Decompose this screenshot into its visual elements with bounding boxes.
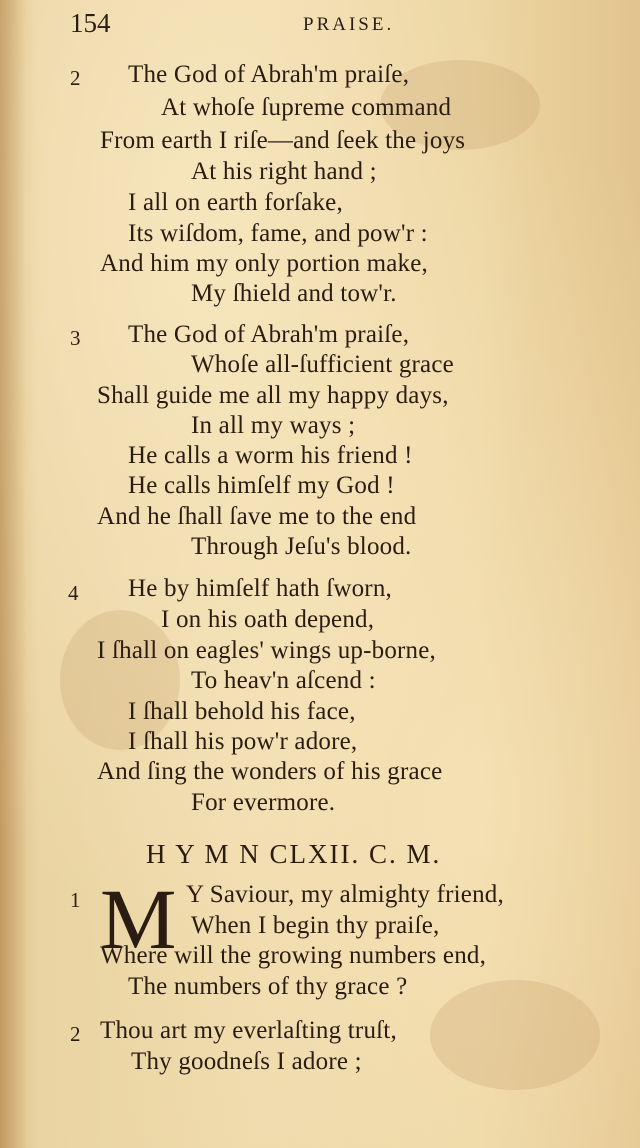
- verse-line: At his right hand ;: [191, 158, 377, 185]
- verse-line: He calls himſelf my God !: [128, 472, 395, 499]
- verse-line: He calls a worm his friend !: [128, 442, 413, 469]
- verse-line: Whoſe all-ſufficient grace: [191, 351, 454, 378]
- stanza-number: 3: [70, 326, 81, 350]
- stanza-number: 4: [68, 581, 79, 605]
- verse-line: The God of Abrah'm praiſe,: [128, 61, 410, 88]
- verse-line: I all on earth forſake,: [128, 189, 343, 216]
- verse-line: I ſhall behold his face,: [128, 698, 356, 725]
- paper-stain: [430, 980, 600, 1090]
- verse-line: He by himſelf hath ſworn,: [128, 575, 392, 602]
- verse-line: When I begin thy praiſe,: [191, 912, 440, 939]
- verse-line: The numbers of thy grace ?: [128, 973, 408, 1000]
- verse-line: For evermore.: [191, 789, 336, 816]
- drop-cap: M: [100, 871, 177, 967]
- verse-line: I ſhall on eagles' wings up-borne,: [97, 637, 437, 664]
- verse-line: And ſing the wonders of his grace: [97, 758, 443, 785]
- verse-line: I ſhall his pow'r adore,: [128, 728, 358, 755]
- verse-line: Thy goodneſs I adore ;: [131, 1048, 362, 1075]
- stanza-number: 2: [70, 66, 81, 90]
- verse-line: And him my only portion make,: [100, 250, 428, 277]
- verse-line: And he ſhall ſave me to the end: [97, 503, 417, 530]
- verse-line: My ſhield and tow'r.: [191, 280, 397, 307]
- verse-line: In all my ways ;: [191, 412, 356, 439]
- verse-line: Shall guide me all my happy days,: [97, 382, 449, 409]
- verse-line: Through Jeſu's blood.: [191, 533, 412, 560]
- verse-line: I on his oath depend,: [161, 606, 375, 633]
- verse-line: Its wiſdom, fame, and pow'r :: [128, 220, 428, 247]
- verse-line: To heav'n aſcend :: [191, 667, 376, 694]
- verse-line: Where will the growing numbers end,: [100, 942, 487, 969]
- running-title: PRAISE.: [303, 14, 395, 35]
- hymn-title: H Y M N CLXII. C. M.: [146, 839, 442, 869]
- verse-line: At whoſe ſupreme command: [161, 94, 452, 121]
- verse-line: Y Saviour, my almighty friend,: [186, 881, 504, 908]
- stanza-number: 2: [70, 1022, 81, 1046]
- page-number: 154: [70, 8, 111, 38]
- verse-line: The God of Abrah'm praiſe,: [128, 321, 410, 348]
- stanza-number: 1: [70, 888, 81, 912]
- verse-line: From earth I riſe—and ſeek the joys: [100, 127, 466, 154]
- verse-line: Thou art my everlaſting truſt,: [100, 1017, 397, 1044]
